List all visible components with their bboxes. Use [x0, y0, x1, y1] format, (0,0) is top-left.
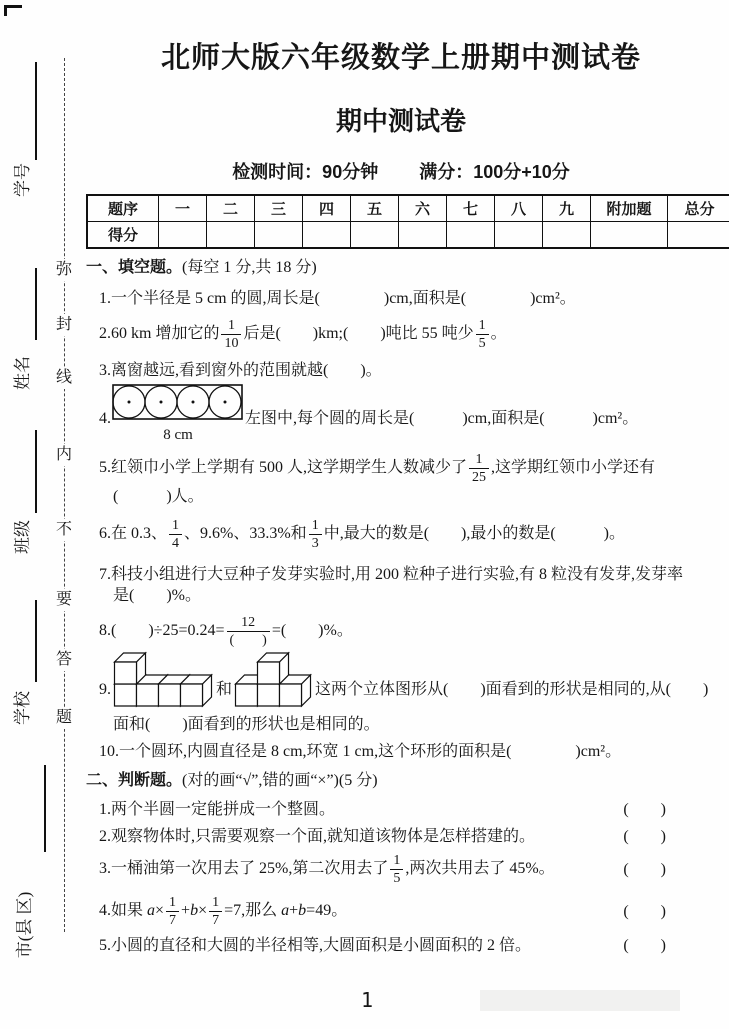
fraction-numerator: 1 [311, 518, 319, 533]
section-title: 二、判断题。 [86, 772, 183, 789]
score-cell[interactable] [399, 222, 447, 249]
page-number: 1 [360, 988, 374, 1012]
question-line: 4. 8 cm 左图中,每个圆的周长是( )cm,面积是( )cm²。 [99, 384, 716, 443]
sidebar [0, 0, 84, 1029]
question-stem: 1.两个半圆一定能拼成一个整圆。 [99, 801, 336, 818]
question-1-2 [86, 317, 716, 352]
score-table-header-cell: 七 [447, 195, 495, 222]
question-2-3 [86, 852, 716, 887]
judge-row [99, 852, 716, 887]
question-1-8 [86, 614, 716, 649]
question-2-5 [86, 935, 716, 956]
cube-stack-figure-b [234, 651, 313, 714]
main-content [86, 0, 716, 956]
question-line: 3.离窗越远,看到窗外的范围就越( )。 [99, 362, 382, 379]
question-stem: 5.小圆的直径和大圆的半径相等,大圆面积是小圆面积的 2 倍。 [99, 937, 532, 954]
fraction-numerator: 1 [172, 518, 180, 533]
score-table-header-cell: 四 [303, 195, 351, 222]
fraction-denominator: 4 [169, 534, 182, 552]
sidebar-fill-line[interactable] [35, 430, 37, 513]
judge-row [99, 935, 716, 956]
score-cell[interactable] [543, 222, 591, 249]
fraction-numerator: 1 [393, 853, 401, 868]
question-1-10 [86, 741, 716, 762]
fraction [469, 451, 489, 486]
question-1-1 [86, 288, 716, 309]
page-title: 北师大版六年级数学上册期中测试卷 [160, 42, 641, 74]
question-2-2 [86, 826, 716, 847]
section-note: (对的画“√”,错的画“×”)(5 分) [182, 772, 378, 789]
seal-text-char: 题 [54, 707, 74, 729]
question-1-4 [86, 384, 716, 443]
sidebar-fill-line[interactable] [35, 62, 37, 160]
section-heading [86, 770, 716, 792]
fraction-denominator: 5 [390, 869, 403, 887]
seal-text-char: 封 [54, 314, 74, 336]
score-cell[interactable] [447, 222, 495, 249]
question-line: 8.( )÷25=0.24= $\frac{12}{( )}$ =( )%。 [99, 615, 353, 648]
question-1-5 [86, 451, 716, 507]
question-2-4 [86, 894, 716, 929]
exam-time-label: 检测时间：90分钟 [232, 162, 379, 182]
score-table-header-cell: 总分 [668, 195, 729, 222]
judge-row [99, 894, 716, 929]
question-stem: 2.观察物体时,只需要观察一个面,就知道该物体是怎样搭建的。 [99, 828, 536, 845]
seal-text-char: 要 [54, 589, 74, 611]
seal-dashed-line [64, 58, 65, 932]
fraction [476, 317, 489, 352]
fraction [309, 517, 322, 552]
seal-text-char: 不 [54, 519, 74, 541]
question-line: ( )人。 [113, 488, 204, 505]
score-table-header-cell: 一 [159, 195, 207, 222]
score-row-label: 得分 [87, 222, 159, 249]
fraction-denominator: 7 [166, 911, 179, 929]
section-1 [86, 257, 716, 762]
math-variable: b [298, 902, 307, 920]
score-table-header-cell: 二 [207, 195, 255, 222]
section-2 [86, 770, 716, 956]
question-1-7 [86, 564, 716, 606]
circles-in-rectangle-figure [112, 384, 244, 443]
question-line: 是( )%。 [113, 587, 201, 604]
fraction-denominator: 25 [469, 468, 489, 486]
score-cell[interactable] [351, 222, 399, 249]
fraction [169, 517, 182, 552]
score-table-header-cell: 六 [399, 195, 447, 222]
fraction [221, 317, 241, 352]
question-stem: 3.一桶油第一次用去了 25%,第二次用去了 $\frac{1}{5}$ ,两次共用去了 45%。 [99, 853, 555, 886]
fraction-numerator: 1 [478, 318, 486, 333]
fraction [209, 894, 222, 929]
score-cell[interactable] [591, 222, 668, 249]
answer-bracket[interactable]: ( ) [623, 861, 666, 878]
score-cell[interactable] [255, 222, 303, 249]
question-2-1 [86, 799, 716, 820]
scan-smudge [480, 990, 680, 1011]
score-table-header-cell: 八 [495, 195, 543, 222]
sidebar-field-label: 市(县 区) [15, 891, 34, 959]
fraction-numerator: 1 [475, 452, 483, 467]
sidebar-fill-line[interactable] [35, 268, 37, 340]
fraction-numerator: 1 [212, 895, 220, 910]
fraction-denominator: 7 [209, 911, 222, 929]
fraction-denominator: ( ) [227, 631, 270, 649]
math-variable: a [281, 902, 290, 920]
answer-bracket[interactable]: ( ) [623, 903, 666, 920]
question-line: 6.在 0.3、 $\frac{1}{4}$ 、9.6%、33.3%和 $\frac{1}{3}$ 中,最大的数是( ),最小的数是( )。 [99, 518, 626, 551]
score-cell[interactable] [303, 222, 351, 249]
page-subtitle: 期中测试卷 [335, 106, 466, 136]
question-line: 1.一个半径是 5 cm 的圆,周长是( )cm,面积是( )cm²。 [99, 290, 576, 307]
exam-score-label: 满分：100分+10分 [419, 162, 570, 182]
answer-bracket[interactable]: ( ) [623, 828, 666, 845]
fraction-denominator: 3 [309, 534, 322, 552]
score-table-header-cell: 九 [543, 195, 591, 222]
question-line: 2.60 km 增加它的 $\frac{1}{10}$ 后是( )km;( )吨比 55 吨少 $\frac{1}{5}$ 。 [99, 318, 507, 351]
fraction [390, 852, 403, 887]
score-cell[interactable] [668, 222, 729, 249]
fraction-numerator: 12 [241, 615, 256, 630]
fraction-denominator: 5 [476, 334, 489, 352]
question-line: 7.科技小组进行大豆种子发芽实验时,用 200 粒种子进行实验,有 8 粒没有发芽,发芽率 [99, 566, 684, 583]
sidebar-fill-line[interactable] [35, 600, 37, 682]
fraction-numerator: 1 [227, 318, 235, 333]
sidebar-fill-line[interactable] [44, 765, 46, 852]
judge-row [99, 799, 716, 820]
score-table-header-cell: 三 [255, 195, 303, 222]
score-table-header-cell: 附加题 [591, 195, 668, 222]
fraction-denominator: 10 [221, 334, 241, 352]
question-line: 9. 和 这两个立体图形从( )面看到的形状是相同的,从( ) [99, 651, 716, 714]
math-variable: b [190, 902, 199, 920]
question-1-6 [86, 517, 716, 552]
sidebar-field-label: 姓名 [13, 356, 32, 390]
section-note: (每空 1 分,共 18 分) [182, 259, 317, 276]
answer-bracket[interactable]: ( ) [623, 937, 666, 954]
fraction [166, 894, 179, 929]
sections-container [86, 257, 716, 956]
question-line: 5.红领巾小学上学期有 500 人,这学期学生人数减少了 $\frac{1}{25}$ ,这学期红领巾小学还有 [99, 452, 656, 485]
sidebar-field-label: 班级 [13, 520, 32, 554]
answer-bracket[interactable]: ( ) [623, 801, 666, 818]
section-title: 一、填空题。 [86, 259, 183, 276]
score-table-header-cell: 题序 [87, 195, 159, 222]
math-variable: a [147, 902, 156, 920]
seal-text-char: 答 [54, 649, 74, 671]
score-table [86, 194, 729, 249]
section-heading [86, 257, 716, 279]
fraction-numerator: 1 [169, 895, 177, 910]
seal-text-char: 弥 [54, 259, 74, 281]
question-1-3 [86, 360, 716, 381]
score-table-header-cell: 五 [351, 195, 399, 222]
question-line: 面和( )面看到的形状也是相同的。 [113, 716, 380, 733]
question-stem: 4.如果 a× $\frac{1}{7}$ +b× $\frac{1}{7}$ =7,那么 a+b=49。 [99, 895, 348, 928]
figure-dimension-label: 8 cm [163, 427, 193, 443]
question-line: 10.一个圆环,内圆直径是 8 cm,环宽 1 cm,这个环形的面积是( )cm²。 [99, 743, 622, 760]
exam-info-line [86, 161, 716, 183]
seal-text-char: 线 [54, 367, 74, 389]
score-cell[interactable] [495, 222, 543, 249]
fraction [227, 614, 270, 649]
sidebar-field-label: 学校 [13, 691, 32, 725]
cube-stack-figure-a [113, 651, 214, 714]
judge-row [99, 826, 716, 847]
sidebar-field-label: 学号 [13, 163, 32, 197]
score-cell[interactable] [207, 222, 255, 249]
seal-text-char: 内 [54, 444, 74, 466]
score-cell[interactable] [159, 222, 207, 249]
question-1-9 [86, 651, 716, 735]
